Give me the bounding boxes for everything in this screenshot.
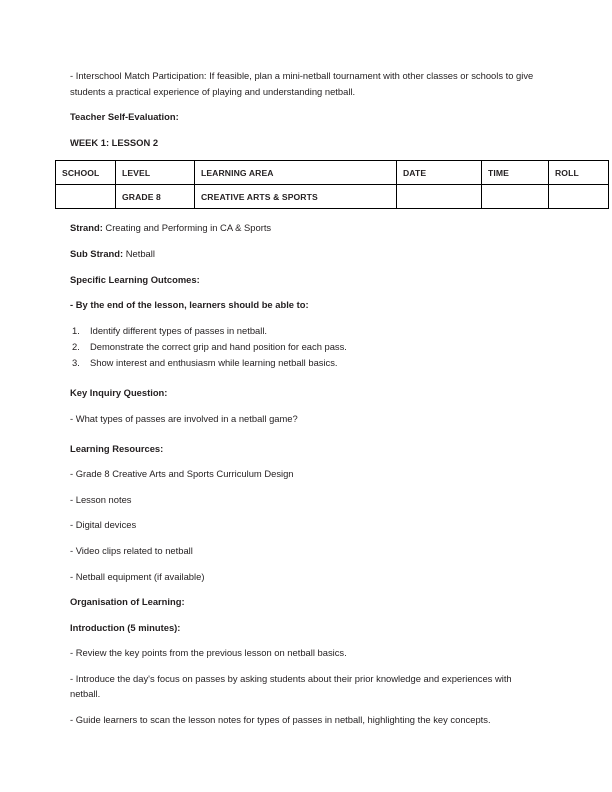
table-cell-learning-area[interactable]: CREATIVE ARTS & SPORTS (195, 185, 397, 209)
learning-resource-item: - Video clips related to netball (70, 544, 193, 556)
table-cell-date[interactable] (397, 185, 482, 209)
table-cell-time[interactable] (482, 185, 549, 209)
list-item-number: 3. (72, 357, 80, 369)
list-item-text: Demonstrate the correct grip and hand position for each pass. (90, 340, 347, 352)
table-header-time: TIME (482, 161, 549, 185)
specific-learning-outcomes-heading: Specific Learning Outcomes: (70, 273, 200, 285)
organisation-of-learning-heading: Organisation of Learning: (70, 596, 185, 608)
learning-outcomes-list (70, 323, 542, 372)
key-inquiry-question-text: - What types of passes are involved in a netball game? (70, 412, 298, 424)
learning-resource-item: - Lesson notes (70, 493, 132, 505)
introduction-item: - Review the key points from the previous lesson on netball basics. (70, 647, 347, 659)
strand-value: Creating and Performing in CA & Sports (102, 222, 272, 234)
list-item-number: 2. (72, 340, 80, 352)
learning-resource-item: - Grade 8 Creative Arts and Sports Curriculum Design (70, 468, 294, 480)
table-row (56, 185, 609, 209)
list-item (70, 355, 542, 371)
learning-resources-heading: Learning Resources: (70, 442, 164, 454)
key-inquiry-question-heading: Key Inquiry Question: (70, 387, 168, 399)
table-header-school: SCHOOL (56, 161, 116, 185)
week-lesson-heading: WEEK 1: LESSON 2 (70, 136, 159, 148)
sub-strand-line (70, 246, 542, 262)
list-item-text: Show interest and enthusiasm while learning netball basics. (90, 357, 338, 369)
teacher-self-evaluation-heading: Teacher Self-Evaluation: (70, 111, 179, 123)
strand-line (70, 220, 542, 236)
table-header-learning-area: LEARNING AREA (195, 161, 397, 185)
strand-label: Strand: (70, 222, 103, 234)
table-cell-school[interactable] (56, 185, 116, 209)
introduction-heading: Introduction (5 minutes): (70, 621, 181, 633)
learning-resource-item: - Digital devices (70, 519, 137, 531)
table-header-row (56, 161, 609, 185)
specific-learning-outcomes-intro: - By the end of the lesson, learners should be able to: (70, 299, 309, 311)
table-header-date: DATE (397, 161, 482, 185)
sub-strand-value: Netball (123, 247, 155, 259)
table-header-roll: ROLL (549, 161, 609, 185)
intro-paragraph: - Interschool Match Participation: If feasible, plan a mini-netball tournament with other classes or schools to give students a practical experience of playing and understanding netball. (70, 70, 534, 97)
list-item (70, 339, 542, 355)
introduction-item: - Guide learners to scan the lesson notes for types of passes in netball, highlighting the key concepts. (70, 714, 491, 726)
table-cell-level[interactable]: GRADE 8 (116, 185, 195, 209)
list-item-number: 1. (72, 324, 80, 336)
learning-resource-item: - Netball equipment (if available) (70, 570, 205, 582)
list-item-text: Identify different types of passes in netball. (90, 324, 268, 336)
list-item (70, 323, 542, 339)
introduction-item: - Introduce the day's focus on passes by asking students about their prior knowledge and experiences with netball. (70, 672, 512, 700)
lesson-info-table (55, 160, 609, 209)
sub-strand-label: Sub Strand: (70, 247, 124, 259)
table-cell-roll[interactable] (549, 185, 609, 209)
table-header-level: LEVEL (116, 161, 195, 185)
